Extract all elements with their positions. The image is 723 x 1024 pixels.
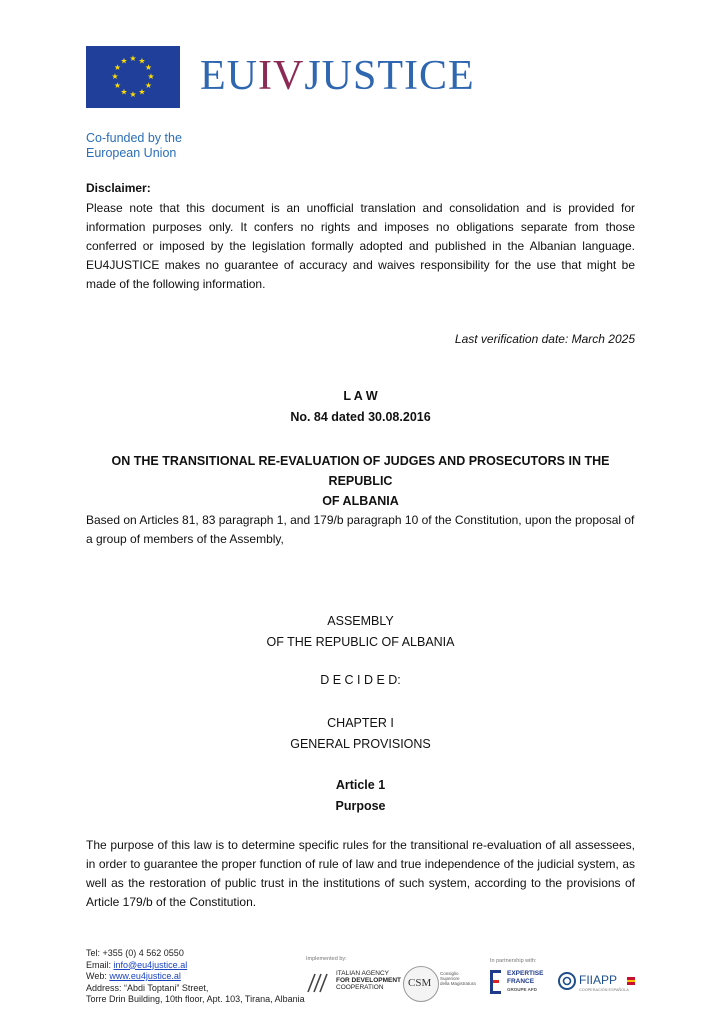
assembly-heading: ASSEMBLY OF THE REPUBLIC OF ALBANIA xyxy=(266,614,455,649)
web-link[interactable]: www.eu4justice.al xyxy=(109,971,181,981)
article-heading: Article 1 Purpose xyxy=(335,778,386,813)
disclaimer-title: Disclaimer: xyxy=(86,181,151,195)
footer-address2: Torre Drin Building, 10th floor, Apt. 103, Tirana, Albania xyxy=(86,994,305,1004)
footer-contact: Tel: +355 (0) 4 562 0550 Email: info@eu4justice.al Web: www.eu4justice.al Address: “Abdi Toptani” Street, Torre Drin Building, 10th floor, Apt. 103, Tirana, Albania xyxy=(86,948,305,1004)
email-link[interactable]: info@eu4justice.al xyxy=(113,959,188,970)
csm-seal-icon: CSM xyxy=(403,966,439,1002)
svg-text:★: ★ xyxy=(129,54,137,63)
csm-text: Consiglio Superiore della Magistratura xyxy=(440,971,476,986)
implemented-by-label: Implemented by: xyxy=(306,956,347,962)
svg-text:★: ★ xyxy=(144,63,153,72)
chapter-heading: CHAPTER I GENERAL PROVISIONS xyxy=(290,716,431,751)
law-intro: Based on Articles 81, 83 paragraph 1, and 179/b paragraph 10 of the Constitution, upon the proposal of a group of members of the Assembly, xyxy=(86,513,635,546)
partnership-label: In partnership with: xyxy=(490,958,537,964)
disclaimer-body: Please note that this document is an unofficial translation and consolidation and is provided for information purposes only. It confers no rights and imposes no obligations separate from those conferred or imposed by the legislation formally adopted and published in the Albanian language. EU4JUSTICE makes no guarantee of accuracy and waives responsibility for the use that might be made of the following information. xyxy=(86,201,635,291)
svg-text:★: ★ xyxy=(111,72,119,81)
svg-text:★: ★ xyxy=(147,72,155,81)
footer-tel: Tel: +355 (0) 4 562 0550 xyxy=(86,948,184,958)
law-number: No. 84 dated 30.08.2016 xyxy=(290,410,431,424)
law-heading: L A W xyxy=(343,389,378,403)
svg-text:★: ★ xyxy=(113,63,122,72)
verification-date: Last verification date: March 2025 xyxy=(454,332,635,346)
footer-address1: Address: “Abdi Toptani” Street, xyxy=(86,982,209,993)
svg-text:★: ★ xyxy=(113,81,122,90)
law-title: ON THE TRANSITIONAL RE-EVALUATION OF JUDGES AND PROSECUTORS IN THE REPUBLIC OF ALBANIA xyxy=(111,454,610,508)
article-body: The purpose of this law is to determine specific rules for the transitional re-evaluation of all assessees, in order to guarantee the proper function of rule of law and true independence of the judicial system, as well as the restoration of public trust in the institutions of such system, according to the provisions of Article 179/b of the Constitution. xyxy=(86,838,635,909)
svg-text:★: ★ xyxy=(129,90,137,99)
svg-text:★: ★ xyxy=(120,87,128,97)
svg-text:★: ★ xyxy=(144,81,153,90)
eu4justice-logo-text: EUIVJUSTICE xyxy=(200,53,475,99)
svg-text:★: ★ xyxy=(138,87,146,97)
eu-flag-logo xyxy=(86,46,180,108)
svg-text:★: ★ xyxy=(120,56,128,66)
spain-coop-icon xyxy=(627,977,635,985)
decided-heading: D E C I D E D: xyxy=(320,673,401,687)
svg-text:★: ★ xyxy=(138,56,146,66)
cofunded-label: Co-funded by the European Union xyxy=(86,131,182,160)
